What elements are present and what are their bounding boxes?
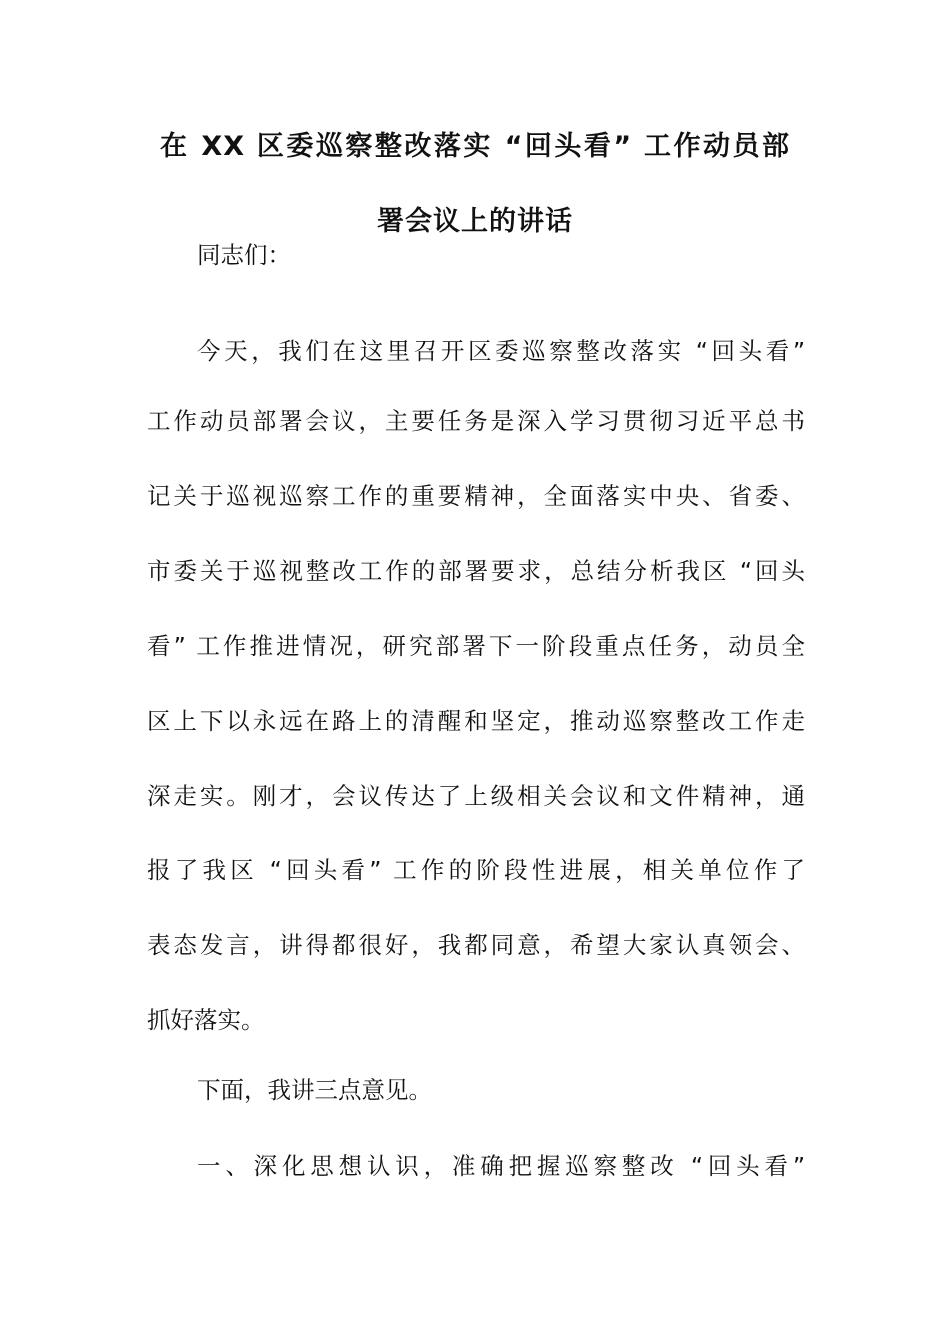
paragraph-line: 市委关于巡视整改工作的部署要求，总结分析我区 “回头 <box>147 557 805 585</box>
paragraph-line: 工作动员部署会议，主要任务是深入学习贯彻习近平总书 <box>147 407 805 435</box>
paragraph-line: 表态发言，讲得都很好，我都同意，希望大家认真领会、 <box>147 931 805 959</box>
document-title-line-1: 在 XX 区委巡察整改落实 “回头看” 工作动员部 <box>160 131 790 162</box>
salutation: 同志们： <box>197 241 291 269</box>
paragraph-line: 看” 工作推进情况，研究部署下一阶段重点任务，动员全 <box>147 632 805 660</box>
paragraph-line: 下面，我讲三点意见。 <box>197 1076 432 1104</box>
paragraph-line: 今天，我们在这里召开区委巡察整改落实 “回头看” <box>197 337 805 365</box>
document-title-line-2: 署会议上的讲话 <box>377 206 573 237</box>
paragraph-line: 深走实。刚才，会议传达了上级相关会议和文件精神，通 <box>147 782 805 810</box>
paragraph-line: 记关于巡视巡察工作的重要精神，全面落实中央、省委、 <box>147 482 805 510</box>
section-heading: 一、深化思想认识，准确把握巡察整改 “回头看” <box>197 1152 805 1180</box>
paragraph-line: 抓好落实。 <box>147 1006 265 1034</box>
paragraph-line: 区上下以永远在路上的清醒和坚定，推动巡察整改工作走 <box>147 707 805 735</box>
paragraph-line: 报了我区 “回头看” 工作的阶段性进展，相关单位作了 <box>147 856 805 884</box>
